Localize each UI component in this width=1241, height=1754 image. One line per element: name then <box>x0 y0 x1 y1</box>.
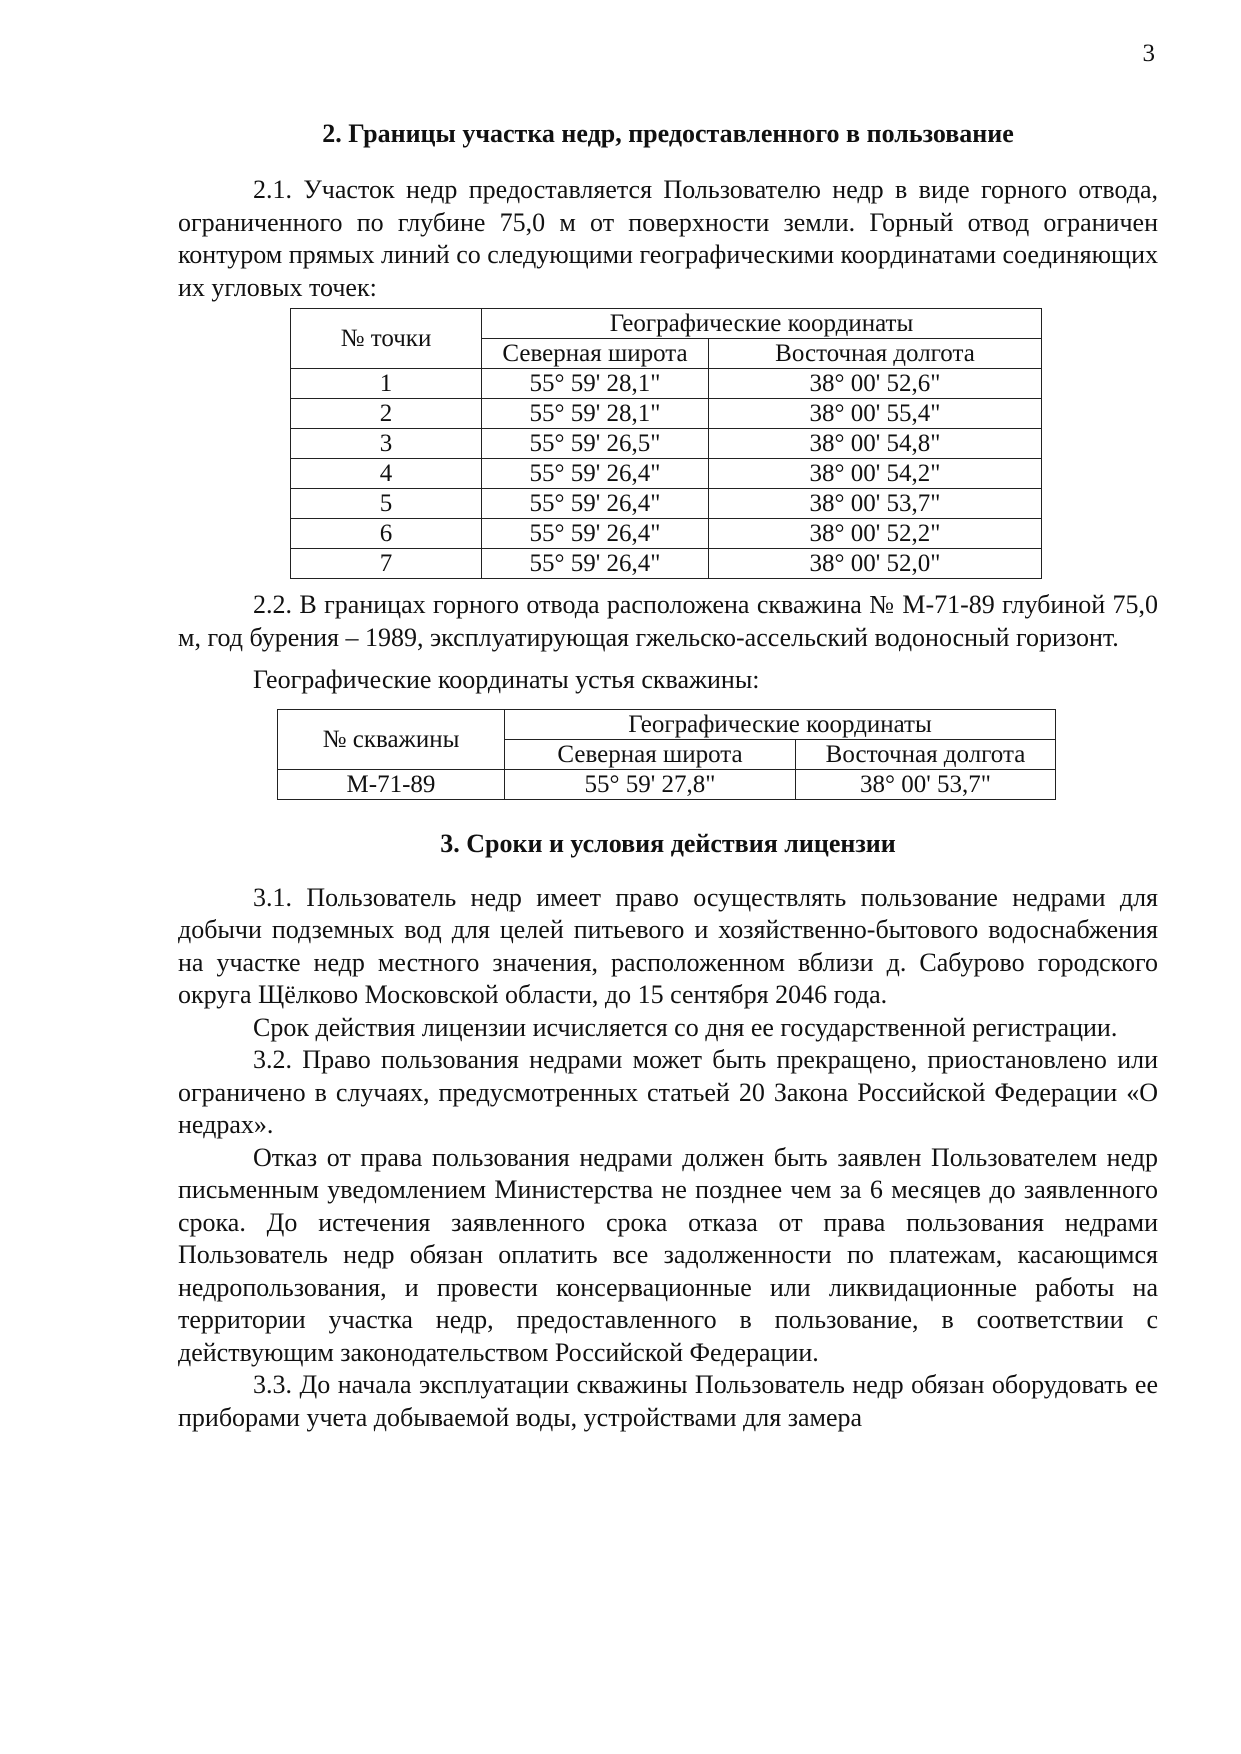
paragraph-2-2: 2.2. В границах горного отвода расположена скважина № М-71-89 глубиной 75,0 м, год бурения – 1989, эксплуатирующая гжельско-ассельский водоносный горизонт. <box>178 590 1158 652</box>
header-well-number: № скважины <box>278 709 505 769</box>
paragraph-3-2-refusal: Отказ от права пользования недрами должен быть заявлен Пользователем недр письменным уведомлением Министерства не позднее чем за 6 месяцев до заявленного срока. До истечения заявленного срока отказа от права пользования недрами Пользователь недр обязан оплатить все задолженности по платежам, касающимся недропользования, и провести консервационные или ликвидационные работы на территории участка недр, предоставленного в пользование, в соответствии с действующим законодательством Российской Федерации. <box>178 1142 1158 1367</box>
cell-latitude: 55° 59' 26,4" <box>482 489 709 519</box>
section-3-title: 3. Сроки и условия действия лицензии <box>440 828 896 858</box>
cell-point: 6 <box>291 519 482 549</box>
cell-point: 3 <box>291 429 482 459</box>
well-coordinates-table <box>277 709 1056 800</box>
cell-latitude: 55° 59' 28,1" <box>482 369 709 399</box>
table-header-row <box>278 709 1056 739</box>
cell-point: 4 <box>291 459 482 489</box>
cell-longitude: 38° 00' 52,0" <box>709 549 1042 579</box>
cell-point: 5 <box>291 489 482 519</box>
cell-longitude: 38° 00' 52,2" <box>709 519 1042 549</box>
cell-point: 2 <box>291 399 482 429</box>
cell-point: 1 <box>291 369 482 399</box>
page-number: 3 <box>1142 40 1155 67</box>
paragraph-2-2-coords-intro: Географические координаты устья скважины: <box>253 665 760 694</box>
cell-latitude: 55° 59' 26,5" <box>482 429 709 459</box>
cell-longitude: 38° 00' 54,8" <box>709 429 1042 459</box>
table-row <box>291 369 1042 399</box>
cell-latitude: 55° 59' 26,4" <box>482 549 709 579</box>
cell-longitude: 38° 00' 53,7" <box>709 489 1042 519</box>
cell-longitude: 38° 00' 52,6" <box>709 369 1042 399</box>
cell-longitude: 38° 00' 53,7" <box>796 769 1056 799</box>
cell-longitude: 38° 00' 54,2" <box>709 459 1042 489</box>
section-2-title: 2. Границы участка недр, предоставленного в пользование <box>322 119 1014 148</box>
paragraph-3-3: 3.3. До начала эксплуатации скважины Пользователь недр обязан оборудовать ее приборами учета добываемой воды, устройствами для замера <box>178 1370 1158 1432</box>
table-row <box>291 459 1042 489</box>
cell-latitude: 55° 59' 26,4" <box>482 519 709 549</box>
cell-well: М-71-89 <box>278 769 505 799</box>
header-east-longitude: Восточная долгота <box>709 339 1042 369</box>
corner-points-table <box>290 308 1042 579</box>
table-row <box>291 489 1042 519</box>
table-row <box>291 399 1042 429</box>
header-point-number: № точки <box>291 309 482 369</box>
header-north-latitude: Северная широта <box>482 339 709 369</box>
header-east-longitude: Восточная долгота <box>796 739 1056 769</box>
cell-longitude: 38° 00' 55,4" <box>709 399 1042 429</box>
table-row <box>291 549 1042 579</box>
header-geo-coordinates: Географические координаты <box>482 309 1042 339</box>
paragraph-3-2: 3.2. Право пользования недрами может быть прекращено, приостановлено или ограничено в случаях, предусмотренных статьей 20 Закона Российской Федерации «О недрах». <box>178 1045 1158 1139</box>
paragraph-3-1: 3.1. Пользователь недр имеет право осуществлять пользование недрами для добычи подземных вод для целей питьевого и хозяйственно-бытового водоснабжения на участке недр местного значения, расположенном вблизи д. Сабурово городского округа Щёлково Московской области, до 15 сентября 2046 года. <box>178 882 1158 1009</box>
table-row <box>278 769 1056 799</box>
cell-point: 7 <box>291 549 482 579</box>
cell-latitude: 55° 59' 27,8" <box>505 769 796 799</box>
table-row <box>291 429 1042 459</box>
cell-latitude: 55° 59' 28,1" <box>482 399 709 429</box>
paragraph-3-1-term: Срок действия лицензии исчисляется со дня ее государственной регистрации. <box>253 1012 1118 1042</box>
document-body <box>178 118 1158 1434</box>
paragraph-2-1: 2.1. Участок недр предоставляется Пользователю недр в виде горного отвода, ограниченного по глубине 75,0 м от поверхности земли. Горный отвод ограничен контуром прямых линий со следующими географическими координатами соединяющих их угловых точек: <box>178 175 1158 302</box>
cell-latitude: 55° 59' 26,4" <box>482 459 709 489</box>
table-row <box>291 519 1042 549</box>
header-geo-coordinates: Географические координаты <box>505 709 1056 739</box>
header-north-latitude: Северная широта <box>505 739 796 769</box>
table-header-row <box>291 309 1042 339</box>
